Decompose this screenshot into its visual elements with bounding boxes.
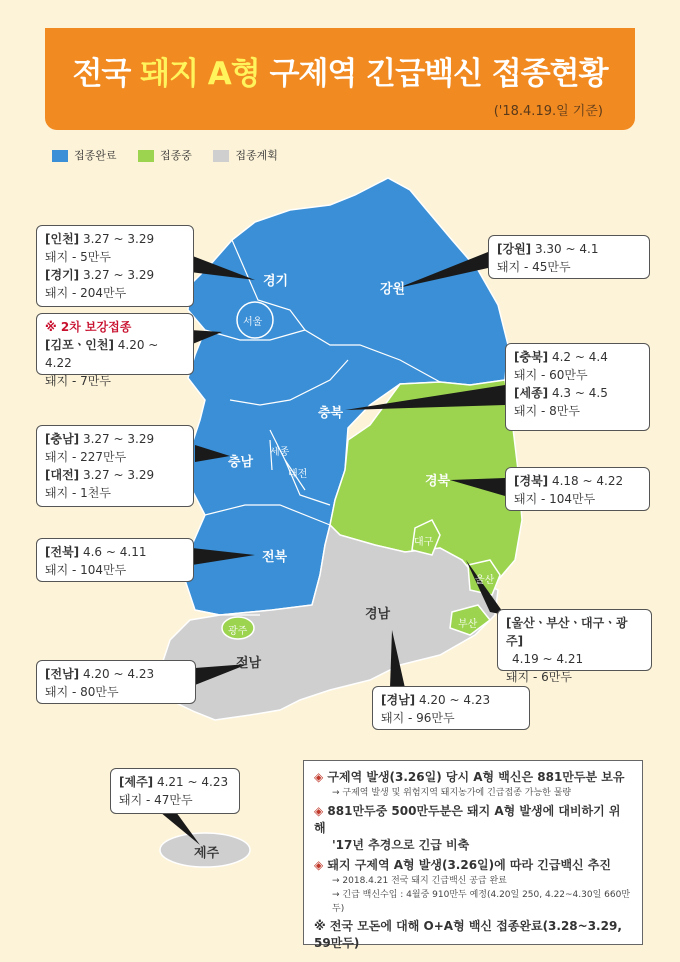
box-gimpo-incheon: ※ 2차 보강접종 [김포ㆍ인천] 4.20 ~ 4.22 돼지 - 7만두 (36, 313, 194, 375)
label-ulsan: 울산 (475, 575, 495, 586)
label-gwangju: 광주 (228, 626, 248, 637)
label-gangwon: 강원 (380, 282, 406, 297)
box-chungbuk-sejong: [충북] 4.2 ~ 4.4 돼지 - 60만두 [세종] 4.3 ~ 4.5 돼지 - 8만두 (505, 343, 650, 431)
box-jeonnam: [전남] 4.20 ~ 4.23 돼지 - 80만두 (36, 660, 196, 704)
box-jeju: [제주] 4.21 ~ 4.23 돼지 - 47만두 (110, 768, 240, 814)
legend-item-completed: 접종완료 (52, 147, 117, 163)
vaccine-info-panel: ◈ 구제역 발생(3.26일) 당시 A형 백신은 881만두분 보유 → 구제역 발생 및 위험지역 돼지농가에 긴급접종 가능한 물량 ◈ 881만두중 500만두분은 돼지 A형 발생에 대비하기 위해 '17년 추경으로 긴급 비축 ◈ 돼지 구제역 A형 발생(3.26일)에 따라 긴급백신 추진 → 2018.4.21 전국 돼지 긴급백신 공급 완료 → 긴급 백신수입 : 4월중 910만두 예정(4.20일 250, 4.22~4.30일 660만두) ※ 전국 모돈에 대해 O+A형 백신 접종완료(3.28~3.29, 59만두) (303, 760, 643, 945)
label-daejeon: 대전 (288, 469, 308, 480)
label-chungbuk: 충북 (318, 406, 344, 421)
box-chungnam-daejeon: [충남] 3.27 ~ 3.29 돼지 - 227만두 [대전] 3.27 ~ 3.29 돼지 - 1천두 (36, 425, 194, 507)
label-daegu: 대구 (414, 537, 434, 548)
reference-date: ('18.4.19.일 기준) (493, 104, 603, 119)
label-gyeonggi: 경기 (263, 274, 289, 289)
label-gyeongbuk: 경북 (425, 474, 451, 489)
label-sejong: 세종 (270, 447, 290, 458)
box-gangwon: [강원] 3.30 ~ 4.1 돼지 - 45만두 (488, 235, 650, 279)
label-jeonbuk: 전북 (262, 550, 288, 565)
label-gyeongnam: 경남 (365, 607, 391, 622)
page-title: 전국 돼지 A형 구제역 긴급백신 접종현황 (72, 56, 608, 92)
label-jeju: 제주 (194, 846, 220, 861)
legend-item-planned: 접종계획 (213, 147, 278, 163)
label-seoul: 서울 (243, 317, 263, 328)
box-jeonbuk: [전북] 4.6 ~ 4.11 돼지 - 104만두 (36, 538, 194, 582)
legend-item-in-progress: 접종중 (138, 147, 192, 163)
box-ulsan-busan-daegu-gwangju: [울산ㆍ부산ㆍ대구ㆍ광주] 4.19 ~ 4.21 돼지 - 6만두 (497, 609, 652, 671)
box-gyeongnam: [경남] 4.20 ~ 4.23 돼지 - 96만두 (372, 686, 530, 730)
label-busan: 부산 (458, 619, 478, 630)
label-chungnam: 충남 (228, 455, 254, 470)
box-incheon-gyeonggi: [인천] 3.27 ~ 3.29 돼지 - 5만두 [경기] 3.27 ~ 3.29 돼지 - 204만두 (36, 225, 194, 307)
label-jeonnam: 전남 (236, 656, 262, 671)
box-gyeongbuk: [경북] 4.18 ~ 4.22 돼지 - 104만두 (505, 467, 650, 511)
